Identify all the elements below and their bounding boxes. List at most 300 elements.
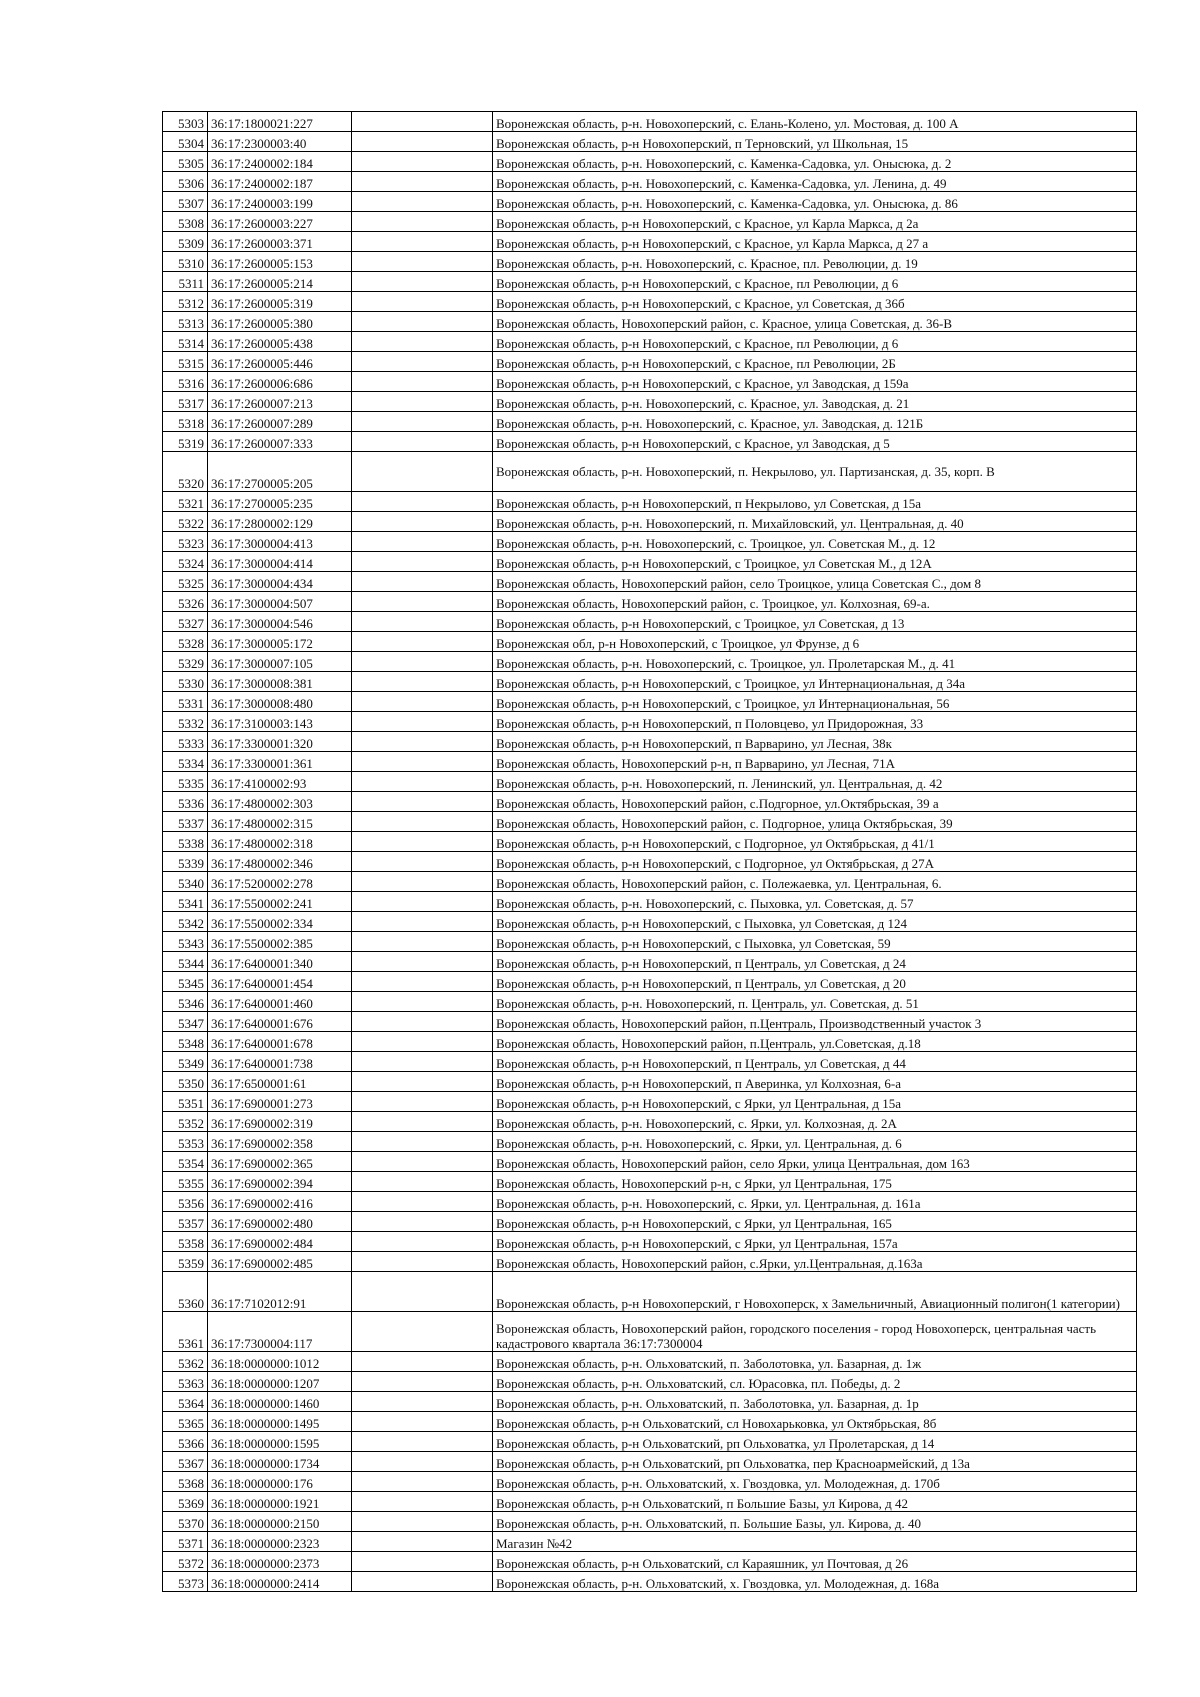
row-number: 5373 bbox=[163, 1572, 208, 1592]
empty-cell bbox=[352, 912, 493, 932]
cadastral-number: 36:17:2700005:205 bbox=[208, 452, 352, 492]
row-number: 5356 bbox=[163, 1192, 208, 1212]
row-number: 5331 bbox=[163, 692, 208, 712]
empty-cell bbox=[352, 152, 493, 172]
empty-cell bbox=[352, 632, 493, 652]
empty-cell bbox=[352, 692, 493, 712]
cadastral-number: 36:17:3000004:414 bbox=[208, 552, 352, 572]
empty-cell bbox=[352, 1512, 493, 1532]
cadastral-number: 36:17:6900002:416 bbox=[208, 1192, 352, 1212]
address: Воронежская область, Новохоперский р-н, с Ярки, ул Центральная, 175 bbox=[493, 1172, 1137, 1192]
row-number: 5346 bbox=[163, 992, 208, 1012]
row-number: 5334 bbox=[163, 752, 208, 772]
address: Воронежская область, р-н Новохоперский, с Троицкое, ул Советская, д 13 bbox=[493, 612, 1137, 632]
empty-cell bbox=[352, 1252, 493, 1272]
empty-cell bbox=[352, 1112, 493, 1132]
empty-cell bbox=[352, 1412, 493, 1432]
row-number: 5325 bbox=[163, 572, 208, 592]
address: Воронежская область, р-н Новохоперский, с Ярки, ул Центральная, д 15а bbox=[493, 1092, 1137, 1112]
row-number: 5336 bbox=[163, 792, 208, 812]
table-row bbox=[163, 1452, 1137, 1472]
address: Воронежская область, р-н Новохоперский, п Половцево, ул Придорожная, 33 bbox=[493, 712, 1137, 732]
empty-cell bbox=[352, 192, 493, 212]
cadastral-number: 36:17:2600007:213 bbox=[208, 392, 352, 412]
row-number: 5353 bbox=[163, 1132, 208, 1152]
cadastral-number: 36:18:0000000:2323 bbox=[208, 1532, 352, 1552]
address: Воронежская область, р-н Новохоперский, с Троицкое, ул Интернациональная, 56 bbox=[493, 692, 1137, 712]
empty-cell bbox=[352, 892, 493, 912]
empty-cell bbox=[352, 292, 493, 312]
empty-cell bbox=[352, 1072, 493, 1092]
row-number: 5370 bbox=[163, 1512, 208, 1532]
address: Воронежская область, р-н Новохоперский, с Подгорное, ул Октябрьская, д 27А bbox=[493, 852, 1137, 872]
row-number: 5359 bbox=[163, 1252, 208, 1272]
empty-cell bbox=[352, 132, 493, 152]
address: Воронежская область, Новохоперский район, с.Подгорное, ул.Октябрьская, 39 а bbox=[493, 792, 1137, 812]
empty-cell bbox=[352, 852, 493, 872]
address: Воронежская область, р-н Новохоперский, п Аверинка, ул Колхозная, 6-а bbox=[493, 1072, 1137, 1092]
address: Воронежская область, р-н Ольховатский, рп Ольховатка, ул Пролетарская, д 14 bbox=[493, 1432, 1137, 1452]
address: Воронежская область, Новохоперский район, п.Централь, ул.Советская, д.18 bbox=[493, 1032, 1137, 1052]
cadastral-number: 36:17:2400003:199 bbox=[208, 192, 352, 212]
empty-cell bbox=[352, 992, 493, 1012]
row-number: 5368 bbox=[163, 1472, 208, 1492]
table-row bbox=[163, 332, 1137, 352]
empty-cell bbox=[352, 1432, 493, 1452]
address: Воронежская область, р-н. Новохоперский, с. Каменка-Садовка, ул. Онысюка, д. 86 bbox=[493, 192, 1137, 212]
table-row bbox=[163, 652, 1137, 672]
cadastral-number: 36:17:2400002:184 bbox=[208, 152, 352, 172]
address: Воронежская область, р-н Новохоперский, п Централь, ул Советская, д 44 bbox=[493, 1052, 1137, 1072]
address: Воронежская область, р-н Новохоперский, с Красное, ул Заводская, д 5 bbox=[493, 432, 1137, 452]
row-number: 5372 bbox=[163, 1552, 208, 1572]
cadastral-number: 36:17:6900002:319 bbox=[208, 1112, 352, 1132]
table-row bbox=[163, 1212, 1137, 1232]
row-number: 5310 bbox=[163, 252, 208, 272]
cadastral-number: 36:17:3000008:381 bbox=[208, 672, 352, 692]
address: Воронежская область, р-н. Новохоперский, с. Ярки, ул. Колхозная, д. 2А bbox=[493, 1112, 1137, 1132]
address: Воронежская область, р-н. Новохоперский, п. Некрылово, ул. Партизанская, д. 35, корп. В bbox=[493, 452, 1137, 492]
cadastral-number: 36:18:0000000:176 bbox=[208, 1472, 352, 1492]
cadastral-number: 36:17:4800002:303 bbox=[208, 792, 352, 812]
empty-cell bbox=[352, 552, 493, 572]
address: Воронежская область, р-н Новохоперский, с Троицкое, ул Интернациональная, д 34а bbox=[493, 672, 1137, 692]
cadastral-number: 36:17:6900002:394 bbox=[208, 1172, 352, 1192]
row-number: 5328 bbox=[163, 632, 208, 652]
table-row bbox=[163, 1172, 1137, 1192]
table-row bbox=[163, 872, 1137, 892]
empty-cell bbox=[352, 932, 493, 952]
empty-cell bbox=[352, 732, 493, 752]
empty-cell bbox=[352, 492, 493, 512]
cadastral-number: 36:17:6900002:365 bbox=[208, 1152, 352, 1172]
address: Воронежская область, р-н Новохоперский, с Подгорное, ул Октябрьская, д 41/1 bbox=[493, 832, 1137, 852]
empty-cell bbox=[352, 1372, 493, 1392]
row-number: 5350 bbox=[163, 1072, 208, 1092]
address: Воронежская область, р-н. Новохоперский, с. Каменка-Садовка, ул. Онысюка, д. 2 bbox=[493, 152, 1137, 172]
empty-cell bbox=[352, 752, 493, 772]
row-number: 5354 bbox=[163, 1152, 208, 1172]
cadastral-number: 36:18:0000000:1734 bbox=[208, 1452, 352, 1472]
address: Воронежская область, р-н Новохоперский, с Троицкое, ул Советская М., д 12А bbox=[493, 552, 1137, 572]
cadastral-number: 36:18:0000000:1495 bbox=[208, 1412, 352, 1432]
cadastral-number: 36:18:0000000:1921 bbox=[208, 1492, 352, 1512]
table-row bbox=[163, 1492, 1137, 1512]
row-number: 5330 bbox=[163, 672, 208, 692]
row-number: 5320 bbox=[163, 452, 208, 492]
table-row bbox=[163, 492, 1137, 512]
table-row bbox=[163, 672, 1137, 692]
address: Воронежская обл, р-н Новохоперский, с Троицкое, ул Фрунзе, д 6 bbox=[493, 632, 1137, 652]
table-row bbox=[163, 1352, 1137, 1372]
table-row bbox=[163, 792, 1137, 812]
table-row bbox=[163, 272, 1137, 292]
empty-cell bbox=[352, 1492, 493, 1512]
address: Воронежская область, р-н Новохоперский, с Красное, ул Советская, д 36б bbox=[493, 292, 1137, 312]
row-number: 5348 bbox=[163, 1032, 208, 1052]
address: Воронежская область, Новохоперский район, городского поселения - город Новохоперск, центральная часть кадастрового квартала 36:17:7300004 bbox=[493, 1312, 1137, 1352]
row-number: 5309 bbox=[163, 232, 208, 252]
row-number: 5371 bbox=[163, 1532, 208, 1552]
empty-cell bbox=[352, 792, 493, 812]
cadastral-number: 36:17:2600003:227 bbox=[208, 212, 352, 232]
empty-cell bbox=[352, 1032, 493, 1052]
table-row bbox=[163, 1012, 1137, 1032]
row-number: 5304 bbox=[163, 132, 208, 152]
empty-cell bbox=[352, 172, 493, 192]
cadastral-number: 36:17:7102012:91 bbox=[208, 1272, 352, 1312]
address: Воронежская область, р-н. Новохоперский, с. Ярки, ул. Центральная, д. 161а bbox=[493, 1192, 1137, 1212]
row-number: 5319 bbox=[163, 432, 208, 452]
cadastral-number: 36:17:2600005:446 bbox=[208, 352, 352, 372]
cadastral-number: 36:17:2600007:289 bbox=[208, 412, 352, 432]
table-row bbox=[163, 1132, 1137, 1152]
row-number: 5333 bbox=[163, 732, 208, 752]
address: Воронежская область, р-н. Новохоперский, п. Ленинский, ул. Центральная, д. 42 bbox=[493, 772, 1137, 792]
empty-cell bbox=[352, 592, 493, 612]
empty-cell bbox=[352, 512, 493, 532]
cadastral-number: 36:17:3000004:507 bbox=[208, 592, 352, 612]
address: Воронежская область, р-н. Новохоперский, с. Елань-Колено, ул. Мостовая, д. 100 А bbox=[493, 112, 1137, 132]
empty-cell bbox=[352, 1012, 493, 1032]
row-number: 5352 bbox=[163, 1112, 208, 1132]
table-row bbox=[163, 1032, 1137, 1052]
row-number: 5361 bbox=[163, 1312, 208, 1352]
cadastral-number: 36:17:3000004:546 bbox=[208, 612, 352, 632]
table-row bbox=[163, 752, 1137, 772]
table-row bbox=[163, 572, 1137, 592]
address: Воронежская область, р-н Ольховатский, п Большие Базы, ул Кирова, д 42 bbox=[493, 1492, 1137, 1512]
row-number: 5360 bbox=[163, 1272, 208, 1312]
table-row bbox=[163, 552, 1137, 572]
address: Воронежская область, р-н Новохоперский, п Централь, ул Советская, д 24 bbox=[493, 952, 1137, 972]
empty-cell bbox=[352, 112, 493, 132]
empty-cell bbox=[352, 1552, 493, 1572]
row-number: 5303 bbox=[163, 112, 208, 132]
row-number: 5364 bbox=[163, 1392, 208, 1412]
empty-cell bbox=[352, 1472, 493, 1492]
empty-cell bbox=[352, 972, 493, 992]
address: Воронежская область, р-н Новохоперский, с Ярки, ул Центральная, 157а bbox=[493, 1232, 1137, 1252]
row-number: 5314 bbox=[163, 332, 208, 352]
cadastral-number: 36:17:1800021:227 bbox=[208, 112, 352, 132]
address: Воронежская область, Новохоперский район, с. Троицкое, ул. Колхозная, 69-а. bbox=[493, 592, 1137, 612]
address: Магазин №42 bbox=[493, 1532, 1137, 1552]
cadastral-number: 36:17:6400001:676 bbox=[208, 1012, 352, 1032]
empty-cell bbox=[352, 412, 493, 432]
registry-body bbox=[163, 112, 1137, 1592]
empty-cell bbox=[352, 1452, 493, 1472]
row-number: 5362 bbox=[163, 1352, 208, 1372]
empty-cell bbox=[352, 312, 493, 332]
address: Воронежская область, р-н Новохоперский, с Красное, ул Заводская, д 159а bbox=[493, 372, 1137, 392]
table-row bbox=[163, 372, 1137, 392]
row-number: 5313 bbox=[163, 312, 208, 332]
table-row bbox=[163, 932, 1137, 952]
row-number: 5340 bbox=[163, 872, 208, 892]
row-number: 5312 bbox=[163, 292, 208, 312]
cadastral-number: 36:17:6900002:485 bbox=[208, 1252, 352, 1272]
row-number: 5357 bbox=[163, 1212, 208, 1232]
empty-cell bbox=[352, 952, 493, 972]
row-number: 5326 bbox=[163, 592, 208, 612]
address: Воронежская область, Новохоперский район, с.Ярки, ул.Центральная, д.163а bbox=[493, 1252, 1137, 1272]
table-row bbox=[163, 1232, 1137, 1252]
address: Воронежская область, р-н. Ольховатский, п. Большие Базы, ул. Кирова, д. 40 bbox=[493, 1512, 1137, 1532]
row-number: 5363 bbox=[163, 1372, 208, 1392]
table-row bbox=[163, 592, 1137, 612]
empty-cell bbox=[352, 1152, 493, 1172]
cadastral-number: 36:17:2600007:333 bbox=[208, 432, 352, 452]
address: Воронежская область, р-н. Ольховатский, х. Гвоздовка, ул. Молодежная, д. 168а bbox=[493, 1572, 1137, 1592]
empty-cell bbox=[352, 1092, 493, 1112]
row-number: 5355 bbox=[163, 1172, 208, 1192]
address: Воронежская область, р-н Новохоперский, с Красное, пл Революции, 2Б bbox=[493, 352, 1137, 372]
cadastral-number: 36:18:0000000:1012 bbox=[208, 1352, 352, 1372]
row-number: 5337 bbox=[163, 812, 208, 832]
address: Воронежская область, р-н Ольховатский, сл Караяшник, ул Почтовая, д 26 bbox=[493, 1552, 1137, 1572]
address: Воронежская область, р-н Новохоперский, с Пыховка, ул Советская, 59 bbox=[493, 932, 1137, 952]
cadastral-number: 36:17:6900001:273 bbox=[208, 1092, 352, 1112]
table-row bbox=[163, 192, 1137, 212]
table-row bbox=[163, 1372, 1137, 1392]
table-row bbox=[163, 1052, 1137, 1072]
empty-cell bbox=[352, 1172, 493, 1192]
cadastral-number: 36:17:5500002:334 bbox=[208, 912, 352, 932]
row-number: 5366 bbox=[163, 1432, 208, 1452]
cadastral-number: 36:18:0000000:1460 bbox=[208, 1392, 352, 1412]
cadastral-number: 36:18:0000000:1207 bbox=[208, 1372, 352, 1392]
row-number: 5316 bbox=[163, 372, 208, 392]
table-row bbox=[163, 732, 1137, 752]
cadastral-number: 36:17:3000005:172 bbox=[208, 632, 352, 652]
cadastral-number: 36:17:6900002:480 bbox=[208, 1212, 352, 1232]
address: Воронежская область, р-н. Ольховатский, п. Заболотовка, ул. Базарная, д. 1р bbox=[493, 1392, 1137, 1412]
row-number: 5321 bbox=[163, 492, 208, 512]
empty-cell bbox=[352, 232, 493, 252]
row-number: 5335 bbox=[163, 772, 208, 792]
table-row bbox=[163, 312, 1137, 332]
empty-cell bbox=[352, 812, 493, 832]
row-number: 5327 bbox=[163, 612, 208, 632]
row-number: 5306 bbox=[163, 172, 208, 192]
cadastral-number: 36:17:3000008:480 bbox=[208, 692, 352, 712]
row-number: 5332 bbox=[163, 712, 208, 732]
cadastral-number: 36:17:3100003:143 bbox=[208, 712, 352, 732]
cadastral-number: 36:17:2600005:319 bbox=[208, 292, 352, 312]
cadastral-number: 36:17:5500002:241 bbox=[208, 892, 352, 912]
cadastral-number: 36:18:0000000:2150 bbox=[208, 1512, 352, 1532]
table-row bbox=[163, 132, 1137, 152]
empty-cell bbox=[352, 1272, 493, 1312]
table-row bbox=[163, 1112, 1137, 1132]
table-row bbox=[163, 952, 1137, 972]
address: Воронежская область, р-н. Новохоперский, с. Каменка-Садовка, ул. Ленина, д. 49 bbox=[493, 172, 1137, 192]
address: Воронежская область, р-н. Новохоперский, с. Пыховка, ул. Советская, д. 57 bbox=[493, 892, 1137, 912]
table-row bbox=[163, 1312, 1137, 1352]
table-row bbox=[163, 1092, 1137, 1112]
cadastral-number: 36:18:0000000:2373 bbox=[208, 1552, 352, 1572]
table-row bbox=[163, 172, 1137, 192]
cadastral-number: 36:17:3000007:105 bbox=[208, 652, 352, 672]
address: Воронежская область, р-н Новохоперский, г Новохоперск, х Замельничный, Авиационный полигон(1 категории) bbox=[493, 1272, 1137, 1312]
row-number: 5322 bbox=[163, 512, 208, 532]
cadastral-number: 36:17:7300004:117 bbox=[208, 1312, 352, 1352]
row-number: 5365 bbox=[163, 1412, 208, 1432]
table-row bbox=[163, 412, 1137, 432]
cadastral-number: 36:17:2800002:129 bbox=[208, 512, 352, 532]
empty-cell bbox=[352, 572, 493, 592]
address: Воронежская область, р-н. Ольховатский, х. Гвоздовка, ул. Молодежная, д. 170б bbox=[493, 1472, 1137, 1492]
address: Воронежская область, р-н. Ольховатский, сл. Юрасовка, пл. Победы, д. 2 bbox=[493, 1372, 1137, 1392]
empty-cell bbox=[352, 672, 493, 692]
table-row bbox=[163, 1152, 1137, 1172]
address: Воронежская область, р-н. Новохоперский, с. Красное, пл. Революции, д. 19 bbox=[493, 252, 1137, 272]
table-row bbox=[163, 452, 1137, 492]
row-number: 5315 bbox=[163, 352, 208, 372]
row-number: 5317 bbox=[163, 392, 208, 412]
table-row bbox=[163, 1192, 1137, 1212]
cadastral-number: 36:17:2400002:187 bbox=[208, 172, 352, 192]
row-number: 5358 bbox=[163, 1232, 208, 1252]
table-row bbox=[163, 632, 1137, 652]
table-row bbox=[163, 1432, 1137, 1452]
cadastral-number: 36:17:5200002:278 bbox=[208, 872, 352, 892]
table-row bbox=[163, 532, 1137, 552]
empty-cell bbox=[352, 212, 493, 232]
row-number: 5344 bbox=[163, 952, 208, 972]
cadastral-number: 36:17:2700005:235 bbox=[208, 492, 352, 512]
cadastral-number: 36:18:0000000:2414 bbox=[208, 1572, 352, 1592]
empty-cell bbox=[352, 652, 493, 672]
row-number: 5323 bbox=[163, 532, 208, 552]
table-row bbox=[163, 232, 1137, 252]
row-number: 5341 bbox=[163, 892, 208, 912]
cadastral-number: 36:17:6900002:358 bbox=[208, 1132, 352, 1152]
empty-cell bbox=[352, 1532, 493, 1552]
empty-cell bbox=[352, 1392, 493, 1412]
cadastral-number: 36:17:2600005:214 bbox=[208, 272, 352, 292]
empty-cell bbox=[352, 1232, 493, 1252]
row-number: 5308 bbox=[163, 212, 208, 232]
address: Воронежская область, р-н Новохоперский, с Красное, пл Революции, д 6 bbox=[493, 332, 1137, 352]
table-row bbox=[163, 152, 1137, 172]
cadastral-number: 36:17:2600005:153 bbox=[208, 252, 352, 272]
cadastral-number: 36:17:5500002:385 bbox=[208, 932, 352, 952]
table-row bbox=[163, 892, 1137, 912]
empty-cell bbox=[352, 1572, 493, 1592]
empty-cell bbox=[352, 352, 493, 372]
address: Воронежская область, р-н Новохоперский, с Красное, ул Карла Маркса, д 27 а bbox=[493, 232, 1137, 252]
cadastral-number: 36:17:2600006:686 bbox=[208, 372, 352, 392]
row-number: 5367 bbox=[163, 1452, 208, 1472]
empty-cell bbox=[352, 272, 493, 292]
empty-cell bbox=[352, 772, 493, 792]
table-row bbox=[163, 992, 1137, 1012]
cadastral-number: 36:18:0000000:1595 bbox=[208, 1432, 352, 1452]
empty-cell bbox=[352, 1192, 493, 1212]
empty-cell bbox=[352, 332, 493, 352]
empty-cell bbox=[352, 392, 493, 412]
registry-table bbox=[162, 111, 1137, 1592]
empty-cell bbox=[352, 872, 493, 892]
address: Воронежская область, р-н. Новохоперский, с. Ярки, ул. Центральная, д. 6 bbox=[493, 1132, 1137, 1152]
address: Воронежская область, р-н. Новохоперский, с. Троицкое, ул. Пролетарская М., д. 41 bbox=[493, 652, 1137, 672]
cadastral-number: 36:17:3000004:413 bbox=[208, 532, 352, 552]
address: Воронежская область, Новохоперский район, с. Полежаевка, ул. Центральная, 6. bbox=[493, 872, 1137, 892]
row-number: 5305 bbox=[163, 152, 208, 172]
address: Воронежская область, Новохоперский район, село Троицкое, улица Советская С., дом 8 bbox=[493, 572, 1137, 592]
address: Воронежская область, р-н Новохоперский, с Ярки, ул Центральная, 165 bbox=[493, 1212, 1137, 1232]
cadastral-number: 36:17:3300001:361 bbox=[208, 752, 352, 772]
table-row bbox=[163, 432, 1137, 452]
table-row bbox=[163, 972, 1137, 992]
cadastral-number: 36:17:4800002:315 bbox=[208, 812, 352, 832]
cadastral-number: 36:17:6400001:460 bbox=[208, 992, 352, 1012]
row-number: 5342 bbox=[163, 912, 208, 932]
row-number: 5339 bbox=[163, 852, 208, 872]
address: Воронежская область, р-н Новохоперский, п Централь, ул Советская, д 20 bbox=[493, 972, 1137, 992]
row-number: 5307 bbox=[163, 192, 208, 212]
row-number: 5349 bbox=[163, 1052, 208, 1072]
table-row bbox=[163, 1512, 1137, 1532]
cadastral-number: 36:17:4100002:93 bbox=[208, 772, 352, 792]
address: Воронежская область, р-н. Новохоперский, с. Красное, ул. Заводская, д. 121Б bbox=[493, 412, 1137, 432]
row-number: 5347 bbox=[163, 1012, 208, 1032]
table-row bbox=[163, 352, 1137, 372]
empty-cell bbox=[352, 1352, 493, 1372]
cadastral-number: 36:17:6400001:678 bbox=[208, 1032, 352, 1052]
table-row bbox=[163, 1412, 1137, 1432]
address: Воронежская область, р-н Новохоперский, п Терновский, ул Школьная, 15 bbox=[493, 132, 1137, 152]
address: Воронежская область, р-н Новохоперский, п Некрылово, ул Советская, д 15а bbox=[493, 492, 1137, 512]
table-row bbox=[163, 512, 1137, 532]
address: Воронежская область, Новохоперский район, село Ярки, улица Центральная, дом 163 bbox=[493, 1152, 1137, 1172]
empty-cell bbox=[352, 1312, 493, 1352]
cadastral-number: 36:17:3300001:320 bbox=[208, 732, 352, 752]
row-number: 5351 bbox=[163, 1092, 208, 1112]
address: Воронежская область, р-н. Новохоперский, п. Михайловский, ул. Центральная, д. 40 bbox=[493, 512, 1137, 532]
table-row bbox=[163, 1272, 1137, 1312]
table-row bbox=[163, 772, 1137, 792]
empty-cell bbox=[352, 532, 493, 552]
table-row bbox=[163, 292, 1137, 312]
cadastral-number: 36:17:6400001:738 bbox=[208, 1052, 352, 1072]
table-row bbox=[163, 832, 1137, 852]
cadastral-number: 36:17:4800002:346 bbox=[208, 852, 352, 872]
address: Воронежская область, р-н. Ольховатский, п. Заболотовка, ул. Базарная, д. 1ж bbox=[493, 1352, 1137, 1372]
empty-cell bbox=[352, 1132, 493, 1152]
